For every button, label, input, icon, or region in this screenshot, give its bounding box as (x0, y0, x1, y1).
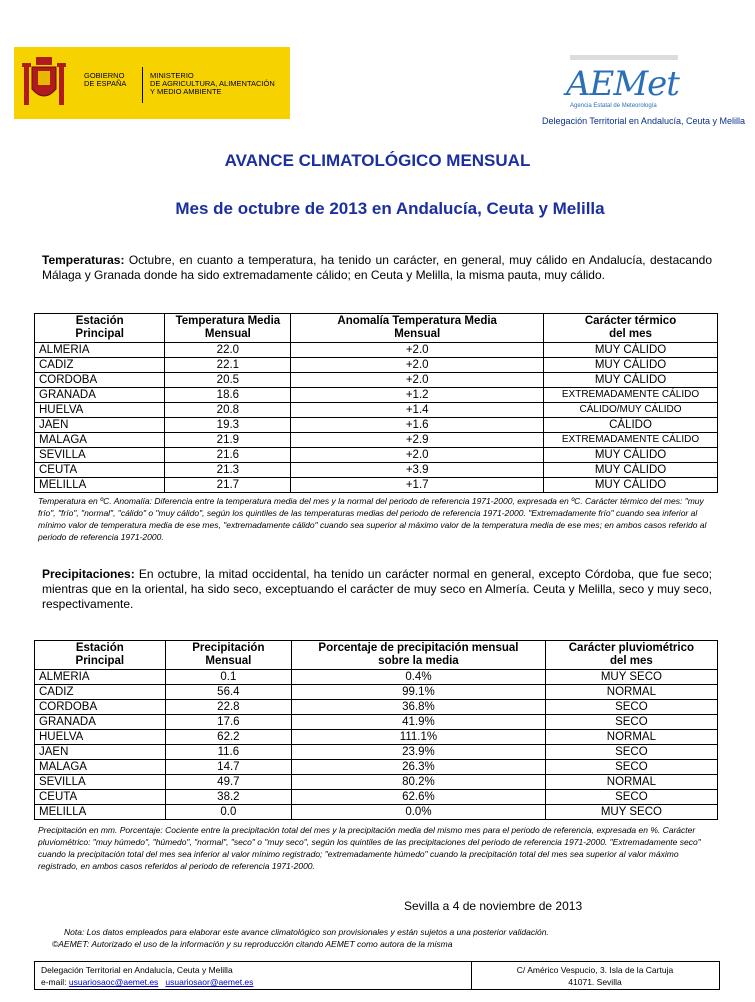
table-cell: MALAGA (35, 760, 166, 775)
table-row (35, 670, 718, 685)
table-cell: +1.6 (291, 418, 544, 433)
table-cell: GRANADA (35, 715, 166, 730)
column-header: Estación Principal (35, 641, 166, 670)
table-cell: MUY CÁLIDO (544, 373, 718, 388)
table-cell: NORMAL (545, 775, 717, 790)
temperature-text: Octubre, en cuanto a temperatura, ha tenido un carácter, en general, muy cálido en Andalucía, destacando Málaga y Granada donde ha sido extremadamente cálido; en Ceuta y Melilla, la misma pauta, muy cálido. (42, 253, 712, 282)
table-cell: 26.3% (292, 760, 546, 775)
table-row (35, 685, 718, 700)
footer (34, 961, 720, 990)
table-cell: EXTREMADAMENTE CÁLIDO (544, 433, 718, 448)
table-cell: JAEN (35, 418, 165, 433)
address-line-2: 41071. Sevilla (568, 977, 622, 987)
table-cell: SEVILLA (35, 448, 165, 463)
table-cell: 62.6% (292, 790, 546, 805)
table-cell: MUY CÁLIDO (544, 343, 718, 358)
table-cell: 17.6 (165, 715, 291, 730)
table-row (35, 403, 718, 418)
footer-address (475, 964, 715, 988)
validation-note: Nota: Los datos empleados para elaborar este avance climatológico son provisionales y están sujetos a una posterior validación. (64, 927, 549, 937)
table-cell: +2.0 (291, 373, 544, 388)
table-cell: +2.0 (291, 358, 544, 373)
table-cell: 22.8 (165, 700, 291, 715)
column-header: Estación Principal (35, 314, 165, 343)
table-cell: 11.6 (165, 745, 291, 760)
precipitation-table (34, 640, 718, 820)
table-row (35, 343, 718, 358)
temperature-note: Temperatura en ºC. Anomalía: Diferencia entre la temperatura media del mes y la normal del periodo de referencia 1971-2000, expresada en ºC. Carácter térmico del mes: "muy frío", "frío", "normal", "cálido" o "muy cálido", según los quintiles de las temperaturas medias del periodo de referencia 1971-2000. "Extremadamente frío" cuando sea inferior al mínimo valor de temperatura media de ese mes, "extremadamente cálido" cuando sea superior al máximo valor de la temperatura media de ese mes; en ambos casos referido al periodo de referencia 1971-2000. (38, 496, 707, 542)
table-row (35, 760, 718, 775)
precipitation-text: En octubre, la mitad occidental, ha tenido un carácter normal en general, excepto Córdoba, que fue seco; mientras que en la oriental, ha sido seco, exceptuando el carácter de muy seco en Almería. Ceuta y Melilla, seco y muy seco, respectivamente. (42, 567, 712, 611)
table-cell: 56.4 (165, 685, 291, 700)
table-cell: 0.0% (292, 805, 546, 820)
table-cell: 0.4% (292, 670, 546, 685)
table-cell: ALMERIA (35, 343, 165, 358)
precipitation-label: Precipitaciones: (42, 567, 135, 581)
precipitation-paragraph (42, 567, 712, 612)
table-row (35, 715, 718, 730)
ministerio-text: MINISTERIO DE AGRICULTURA, ALIMENTACIÓN Y MEDIO AMBIENTE (150, 71, 275, 96)
table-row (35, 790, 718, 805)
table-cell: CEUTA (35, 790, 166, 805)
table-cell: +3.9 (291, 463, 544, 478)
table-row (35, 358, 718, 373)
table-cell: SEVILLA (35, 775, 166, 790)
precipitation-note: Precipitación en mm. Porcentaje: Cociente entre la precipitación total del mes y la precipitación media del mismo mes para el periodo de referencia, expresada en %. Carácter pluviométrico: "muy húmedo", "húmedo", "normal", "seco" o "muy seco", según los quintiles de las precipitaciones del periodo de referencia 1971-2000. "Extremadamente seco" cuando la precipitación total del mes sea inferior al valor mínimo registrado; "extremadamente húmedo" cuando la precipitación total del mes sea superior al valor máximo registrado, en ambos casos referidos al periodo de referencia 1971-2000. (38, 825, 701, 871)
footer-email-line (41, 976, 253, 988)
column-header: Anomalía Temperatura Media Mensual (291, 314, 544, 343)
temperature-label: Temperaturas: (42, 253, 125, 267)
table-cell: ALMERIA (35, 670, 166, 685)
table-cell: +2.9 (291, 433, 544, 448)
table-cell: +1.2 (291, 388, 544, 403)
table-cell: +2.0 (291, 448, 544, 463)
table-cell: 0.0 (165, 805, 291, 820)
table-cell: CORDOBA (35, 373, 165, 388)
table-cell: 21.7 (165, 478, 291, 493)
table-cell: +2.0 (291, 343, 544, 358)
table-cell: 22.0 (165, 343, 291, 358)
column-header: Carácter pluviométrico del mes (545, 641, 717, 670)
table-cell: MUY CÁLIDO (544, 463, 718, 478)
table-cell: CADIZ (35, 358, 165, 373)
table-row (35, 745, 718, 760)
aemet-subtitle: Agencia Estatal de Meteorología (570, 103, 657, 109)
government-logo-block (14, 47, 290, 119)
table-cell: 21.6 (165, 448, 291, 463)
table-row (35, 775, 718, 790)
table-cell: CADIZ (35, 685, 166, 700)
table-cell: 0.1 (165, 670, 291, 685)
table-cell: 36.8% (292, 700, 546, 715)
table-row (35, 373, 718, 388)
table-cell: CÁLIDO (544, 418, 718, 433)
table-cell: MELILLA (35, 805, 166, 820)
table-cell: 20.5 (165, 373, 291, 388)
table-cell: +1.7 (291, 478, 544, 493)
email-link-aoc[interactable]: usuariosaoc@aemet.es (68, 977, 159, 987)
table-cell: 23.9% (292, 745, 546, 760)
column-header: Porcentaje de precipitación mensual sobre la media (292, 641, 546, 670)
table-cell: 41.9% (292, 715, 546, 730)
table-cell: +1.4 (291, 403, 544, 418)
address-line-1: C/ Américo Vespucio, 3. Isla de la Cartuja (516, 965, 674, 975)
table-row (35, 388, 718, 403)
temperature-paragraph (42, 253, 712, 283)
divider (142, 67, 143, 103)
table-cell: CÁLIDO/MUY CÁLIDO (544, 403, 718, 418)
table-cell: 99.1% (292, 685, 546, 700)
table-cell: 62.2 (165, 730, 291, 745)
email-label: e-mail: (41, 977, 69, 987)
table-cell: SECO (545, 790, 717, 805)
footer-contact (41, 964, 253, 988)
page-title: AVANCE CLIMATOLÓGICO MENSUAL (224, 151, 531, 170)
table-cell: 20.8 (165, 403, 291, 418)
table-cell: 21.9 (165, 433, 291, 448)
table-row (35, 448, 718, 463)
table-cell: NORMAL (545, 730, 717, 745)
temperature-table (34, 313, 718, 493)
table-cell: 22.1 (165, 358, 291, 373)
table-cell: HUELVA (35, 730, 166, 745)
table-row (35, 478, 718, 493)
table-cell: 38.2 (165, 790, 291, 805)
table-cell: MUY CÁLIDO (544, 448, 718, 463)
column-header: Temperatura Media Mensual (165, 314, 291, 343)
table-cell: HUELVA (35, 403, 165, 418)
table-cell: MELILLA (35, 478, 165, 493)
table-cell: 49.7 (165, 775, 291, 790)
aemet-logo: AEMet (566, 64, 679, 104)
table-cell: SECO (545, 745, 717, 760)
copyright-note: ©AEMET: Autorizado el uso de la información y su reproducción citando AEMET como autora de la misma (52, 939, 453, 949)
footer-delegation: Delegación Territorial en Andalucía, Ceuta y Melilla (41, 965, 233, 975)
table-row (35, 805, 718, 820)
table-cell: NORMAL (545, 685, 717, 700)
table-cell: CEUTA (35, 463, 165, 478)
table-cell: SECO (545, 700, 717, 715)
table-cell: MUY SECO (545, 805, 717, 820)
delegation-header: Delegación Territorial en Andalucía, Ceuta y Melilla (542, 116, 745, 126)
table-cell: JAEN (35, 745, 166, 760)
aemet-bar (570, 55, 678, 60)
table-cell: MUY SECO (545, 670, 717, 685)
page-subtitle: Mes de octubre de 2013 en Andalucía, Ceuta y Melilla (175, 199, 605, 218)
table-row (35, 433, 718, 448)
table-cell: 21.3 (165, 463, 291, 478)
gobierno-text: GOBIERNO DE ESPAÑA (84, 71, 127, 88)
table-row (35, 418, 718, 433)
table-cell: MUY CÁLIDO (544, 478, 718, 493)
table-cell: 80.2% (292, 775, 546, 790)
table-cell: SECO (545, 715, 717, 730)
table-row (35, 463, 718, 478)
table-cell: SECO (545, 760, 717, 775)
table-row (35, 700, 718, 715)
table-cell: MUY CÁLIDO (544, 358, 718, 373)
table-cell: CORDOBA (35, 700, 166, 715)
column-header: Precipitación Mensual (165, 641, 291, 670)
coat-of-arms-icon (22, 55, 66, 111)
table-cell: 19.3 (165, 418, 291, 433)
table-cell: MALAGA (35, 433, 165, 448)
table-row (35, 730, 718, 745)
column-header: Carácter térmico del mes (544, 314, 718, 343)
table-cell: 14.7 (165, 760, 291, 775)
email-link-aor[interactable]: usuariosaor@aemet.es (165, 977, 254, 987)
footer-divider (471, 962, 472, 989)
table-cell: 18.6 (165, 388, 291, 403)
table-cell: 111.1% (292, 730, 546, 745)
table-cell: GRANADA (35, 388, 165, 403)
document-date: Sevilla a 4 de noviembre de 2013 (404, 899, 583, 913)
table-cell: EXTREMADAMENTE CÁLIDO (544, 388, 718, 403)
